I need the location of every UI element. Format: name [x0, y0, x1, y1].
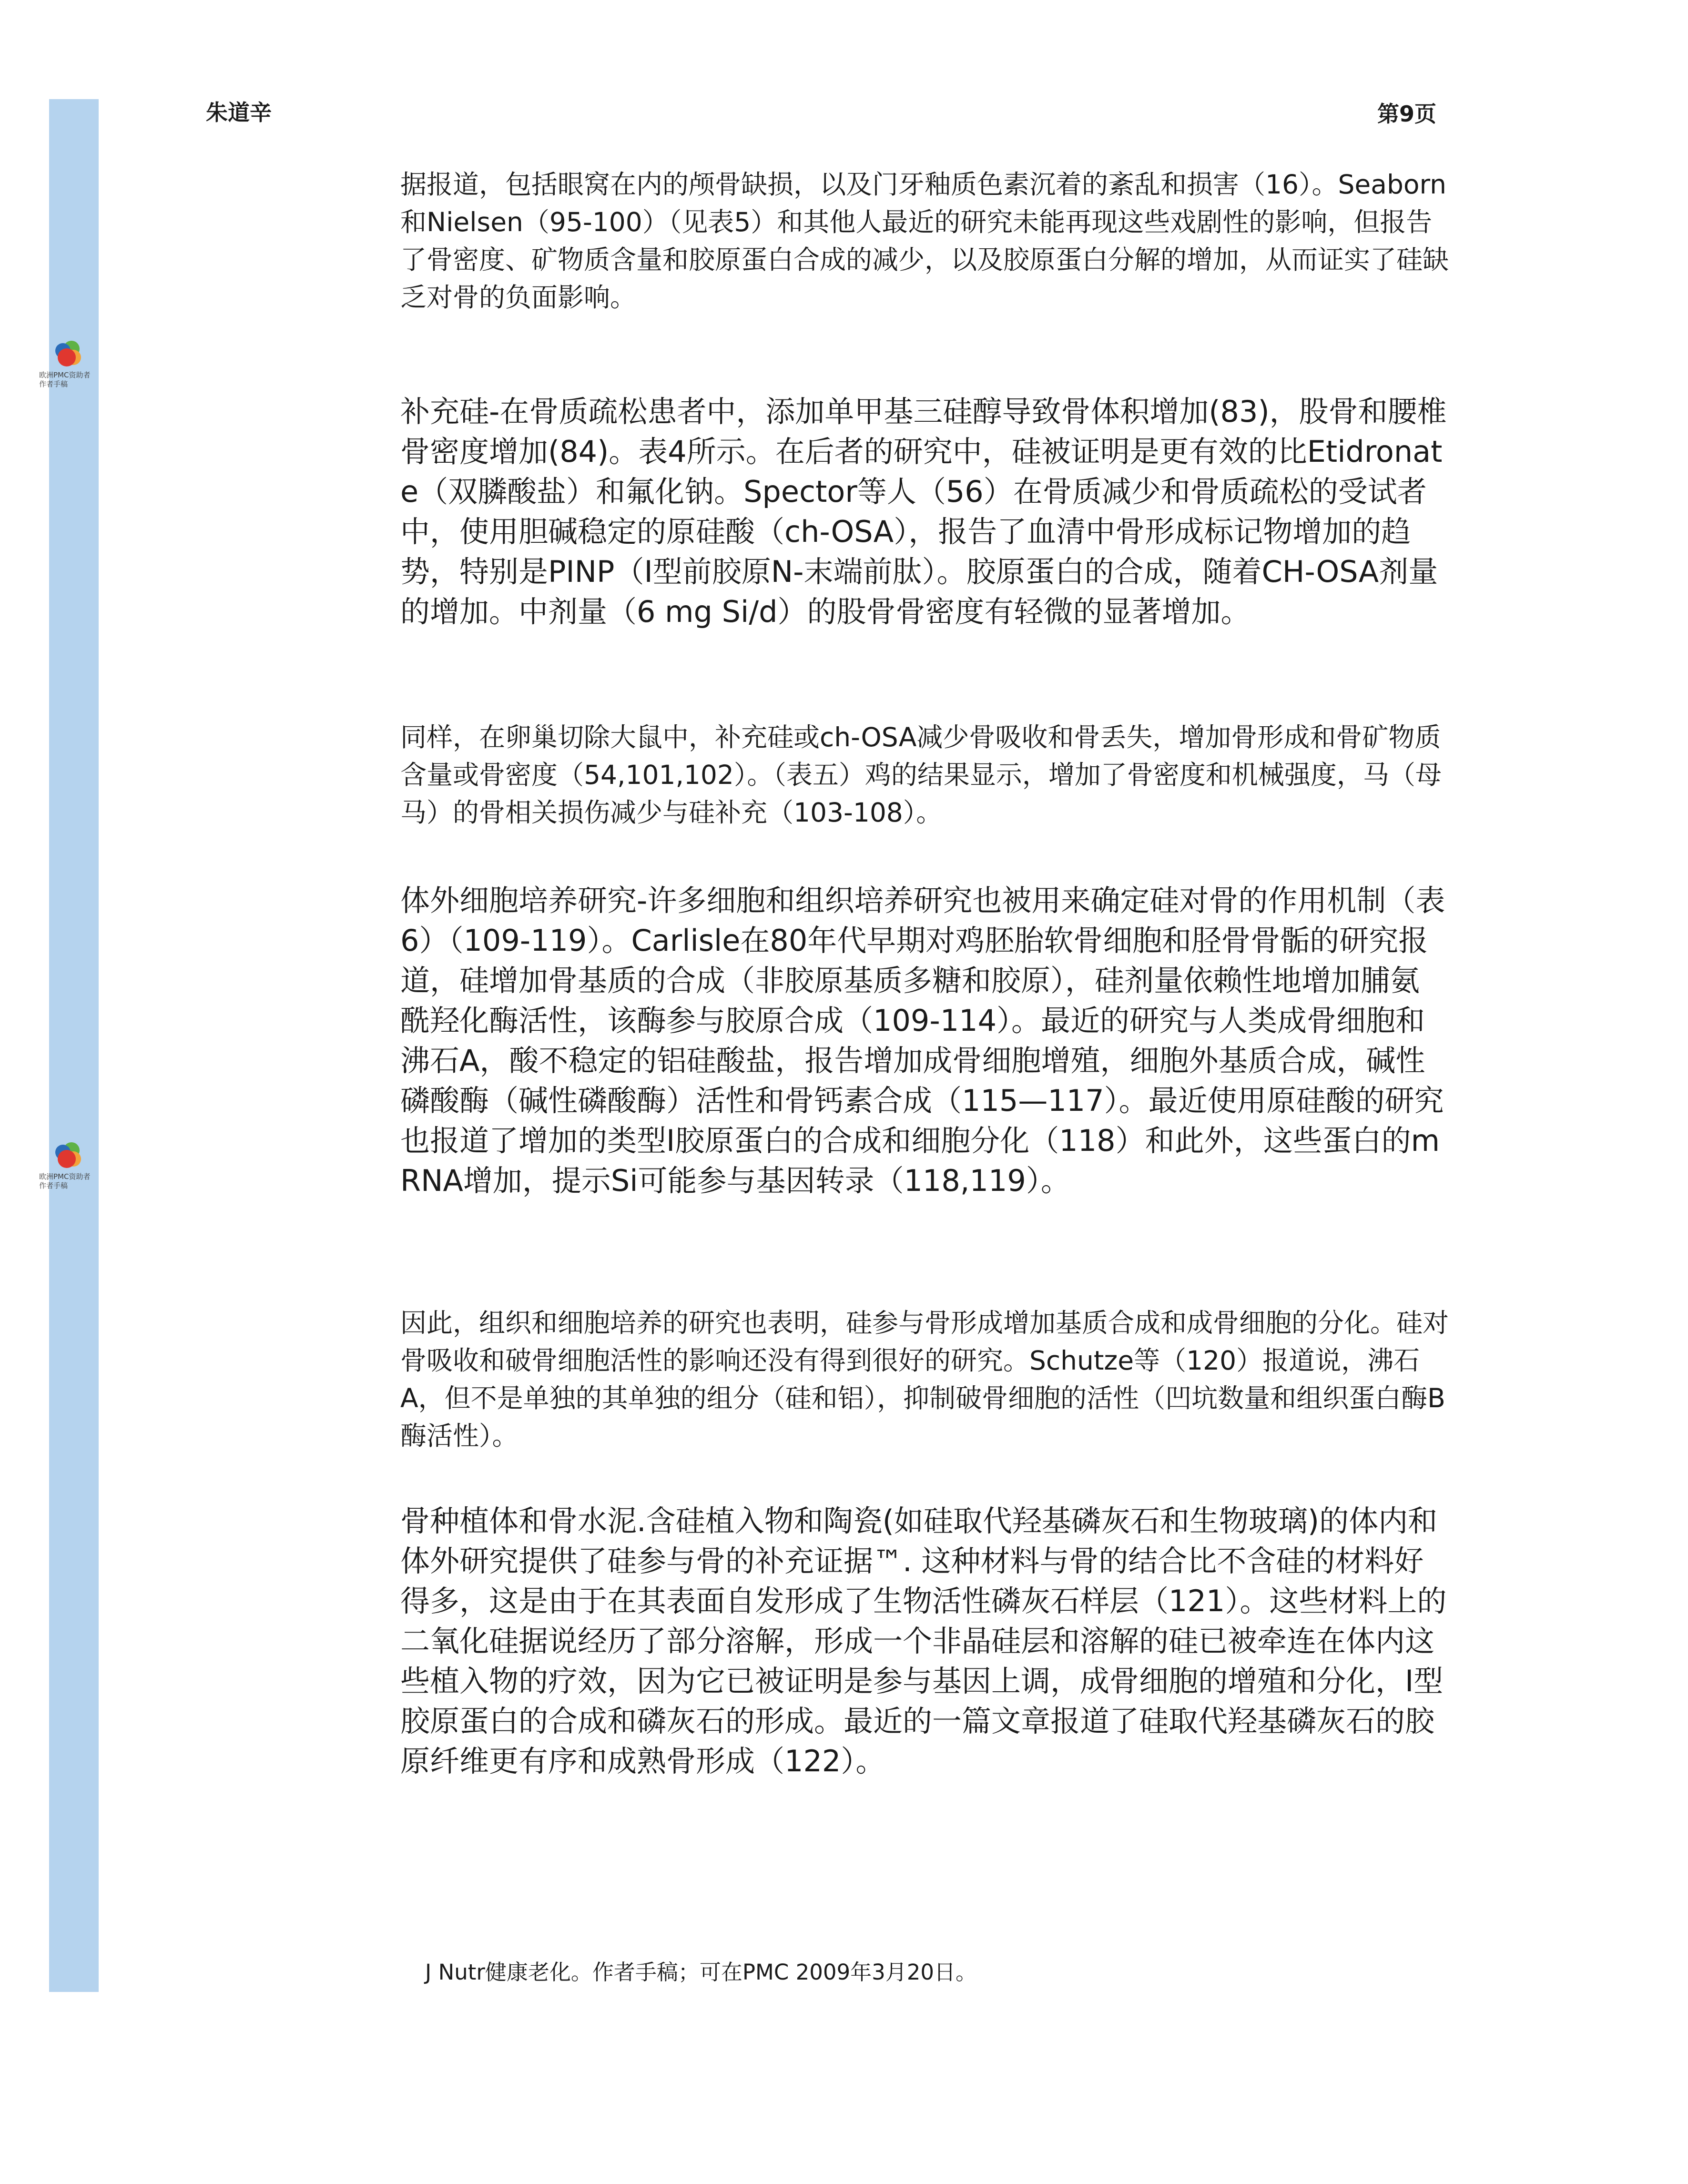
- paragraph-silicon-deficiency: 据报道，包括眼窝在内的颅骨缺损，以及门牙釉质色素沉着的紊乱和损害（16）。Seaborn和Nielsen（95-100）（见表5）和其他人最近的研究未能再现这些戏剧性的影响，但报告了骨密度、矿物质含量和胶原蛋白合成的减少，以及胶原蛋白分解的增加，从而证实了硅缺乏对骨的负面影响。: [400, 169, 1449, 313]
- footer-citation: J Nutr健康老化。作者手稿；可在PMC 2009年3月20日。: [425, 1960, 977, 1985]
- europe-pmc-logo: [39, 1140, 92, 1190]
- paragraph-bone-implants: 骨种植体和骨水泥.含硅植入物和陶瓷(如硅取代羟基磷灰石和生物玻璃)的体内和体外研究提供了硅参与骨的补充证据™. 这种材料与骨的结合比不含硅的材料好得多，这是由于在其表面自发形成了生物活性磷灰石样层（121）。这些材料上的二氧化硅据说经历了部分溶解，形成一个非晶硅层和溶解的硅已被牵连在体内这些植入物的疗效，因为它已被证明是参与基因上调，成骨细胞的增殖和分化，I型胶原蛋白的合成和磷灰石的形成。最近的一篇文章报道了硅取代羟基磷灰石的胶原纤维更有序和成熟骨形成（122）。: [400, 1503, 1447, 1778]
- europe-pmc-logo-icon: [52, 1140, 83, 1170]
- paragraph-cell-culture-studies: 体外细胞培养研究-许多细胞和组织培养研究也被用来确定硅对骨的作用机制（表6）（109-119）。Carlisle在80年代早期对鸡胚胎软骨细胞和胫骨骨骺的研究报道，硅增加骨基质的合成（非胶原基质多糖和胶原），硅剂量依赖性地增加脯氨酰羟化酶活性，该酶参与胶原合成（109-114）。最近的研究与人类成骨细胞和沸石A，酸不稳定的铝硅酸盐，报告增加成骨细胞增殖，细胞外基质合成，碱性磷酸酶（碱性磷酸酶）活性和骨钙素合成（115—117）。最近使用原硅酸的研究也报道了增加的类型I胶原蛋白的合成和细胞分化（118）和此外，这些蛋白的mRNA增加，提示Si可能参与基因转录（118,119）。: [400, 883, 1445, 1198]
- paragraph-tissue-culture-conclusion: 因此，组织和细胞培养的研究也表明，硅参与骨形成增加基质合成和成骨细胞的分化。硅对骨吸收和破骨细胞活性的影响还没有得到很好的研究。Schutze等（120）报道说，沸石A，但不是单独的其单独的组分（硅和铝），抑制破骨细胞的活性（凹坑数量和组织蛋白酶B酶活性）。: [400, 1308, 1449, 1451]
- europe-pmc-logo-text: 欧洲PMC资助者作者手稿: [39, 1172, 91, 1190]
- europe-pmc-logo-icon: [52, 338, 83, 369]
- europe-pmc-logo: [39, 338, 92, 389]
- header-page-number: 第9页: [1377, 101, 1437, 127]
- paragraph-silicon-supplementation: 补充硅-在骨质疏松患者中，添加单甲基三硅醇导致骨体积增加(83)，股骨和腰椎骨密度增加(84)。表4所示。在后者的研究中，硅被证明是更有效的比Etidronate（双膦酸盐）和氟化钠。Spector等人（56）在骨质减少和骨质疏松的受试者中，使用胆碱稳定的原硅酸（ch-OSA），报告了血清中骨形成标记物增加的趋势，特别是PINP（I型前胶原N-末端前肽）。胶原蛋白的合成，随着CH-OSA剂量的增加。中剂量（6 mg Si/d）的股骨骨密度有轻微的显著增加。: [400, 394, 1447, 629]
- header-author: 朱道辛: [206, 100, 272, 125]
- paragraph-ovariectomized-rats: 同样，在卵巢切除大鼠中，补充硅或ch-OSA减少骨吸收和骨丢失，增加骨形成和骨矿物质含量或骨密度（54,101,102）。（表五）鸡的结果显示，增加了骨密度和机械强度，马（母马）的骨相关损伤减少与硅补充（103-108）。: [400, 722, 1442, 828]
- europe-pmc-logo-text: 欧洲PMC资助者作者手稿: [39, 371, 91, 388]
